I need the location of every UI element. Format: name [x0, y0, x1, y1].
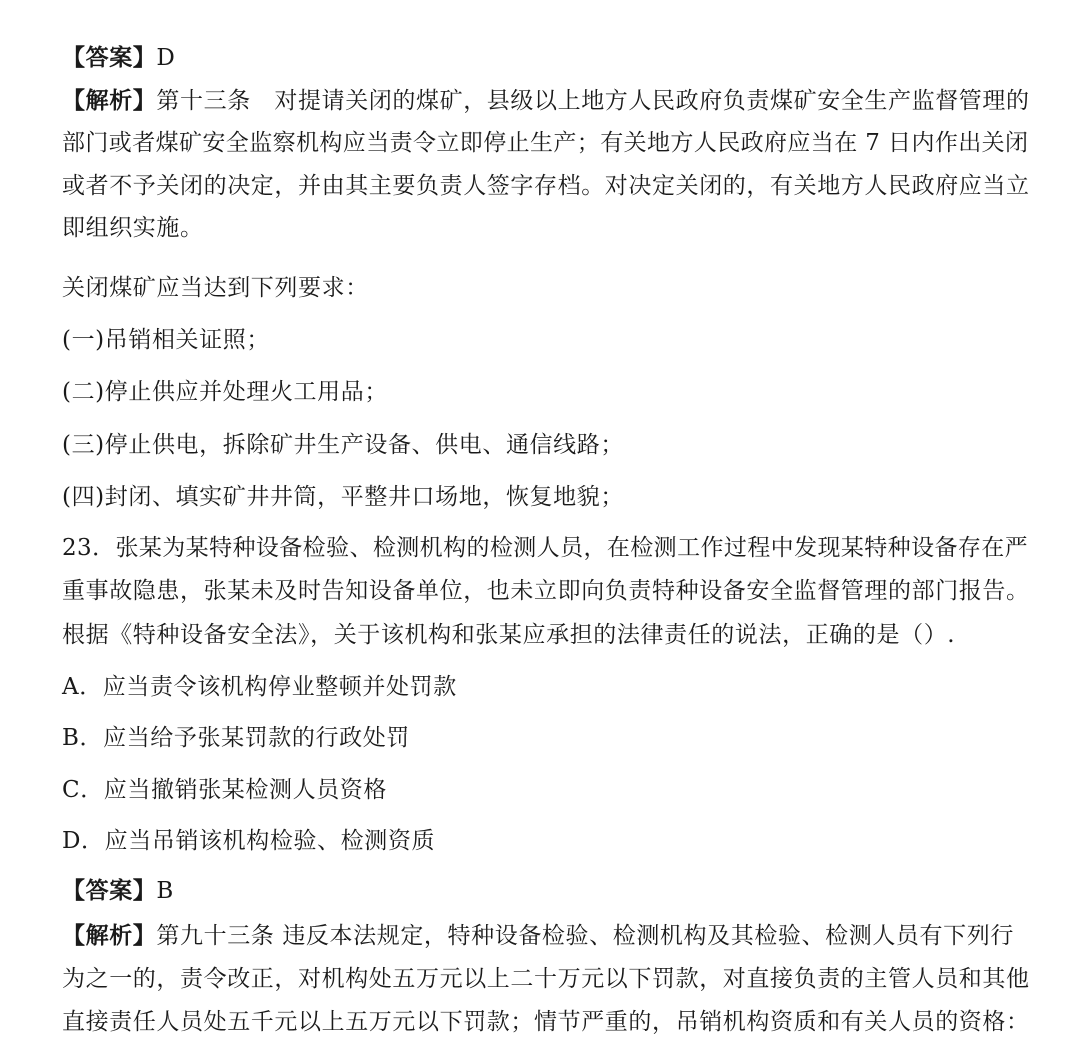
analysis-line-3: 或者不予关闭的决定，并由其主要负责人签字存档。对决定关闭的，有关地方人民政府应当立	[62, 173, 1030, 199]
analysis-line-4: 即组织实施。	[62, 215, 204, 241]
analysis-text: 第九十三条 违反本法规定，特种设备检验、检测机构及其检验、检测人员有下列行	[156, 923, 1014, 949]
question-line-1: 23．张某为某特种设备检验、检测机构的检测人员，在检测工作过程中发现某特种设备存在严	[62, 535, 1029, 561]
analysis-tag: 【解析】	[62, 922, 157, 949]
analysis-line-2: 部门或者煤矿安全监察机构应当责令立即停止生产；有关地方人民政府应当在 7 日内作出关闭	[62, 130, 1029, 156]
requirements-intro: 关闭煤矿应当达到下列要求：	[62, 275, 369, 301]
answer-line-1	[62, 43, 175, 73]
answer-value: B	[156, 878, 174, 904]
answer-tag: 【答案】	[62, 877, 157, 904]
answer-tag: 【答案】	[62, 44, 157, 71]
requirement-item-1: (一)吊销相关证照；	[62, 327, 270, 353]
analysis-line-1	[62, 86, 1030, 116]
option-b: B．应当给予张某罚款的行政处罚	[62, 725, 410, 751]
answer-line-2	[62, 876, 174, 906]
requirement-item-4: (四)封闭、填实矿井井筒，平整井口场地，恢复地貌；	[62, 484, 624, 510]
option-d: D．应当吊销该机构检验、检测资质	[62, 828, 436, 854]
option-c: C．应当撤销张某检测人员资格	[62, 777, 387, 803]
analysis-text: 第十三条 对提请关闭的煤矿，县级以上地方人民政府负责煤矿安全生产监督管理的	[156, 88, 1030, 114]
requirement-item-3: (三)停止供电，拆除矿井生产设备、供电、通信线路；	[62, 432, 624, 458]
question-line-3: 根据《特种设备安全法》，关于该机构和张某应承担的法律责任的说法，正确的是（）.	[62, 622, 956, 648]
analysis2-line-2: 为之一的，责令改正，对机构处五万元以上二十万元以下罚款，对直接负责的主管人员和其他	[62, 966, 1030, 992]
analysis-tag: 【解析】	[62, 87, 157, 114]
analysis2-line-1	[62, 921, 1014, 951]
answer-value: D	[156, 45, 176, 71]
requirement-item-2: (二)停止供应并处理火工用品；	[62, 379, 388, 405]
question-line-2: 重事故隐患，张某未及时告知设备单位，也未立即向负责特种设备安全监督管理的部门报告。	[62, 578, 1030, 604]
analysis2-line-3: 直接责任人员处五千元以上五万元以下罚款；情节严重的，吊销机构资质和有关人员的资格：	[62, 1009, 1030, 1035]
option-a: A．应当责令该机构停业整顿并处罚款	[62, 674, 457, 700]
